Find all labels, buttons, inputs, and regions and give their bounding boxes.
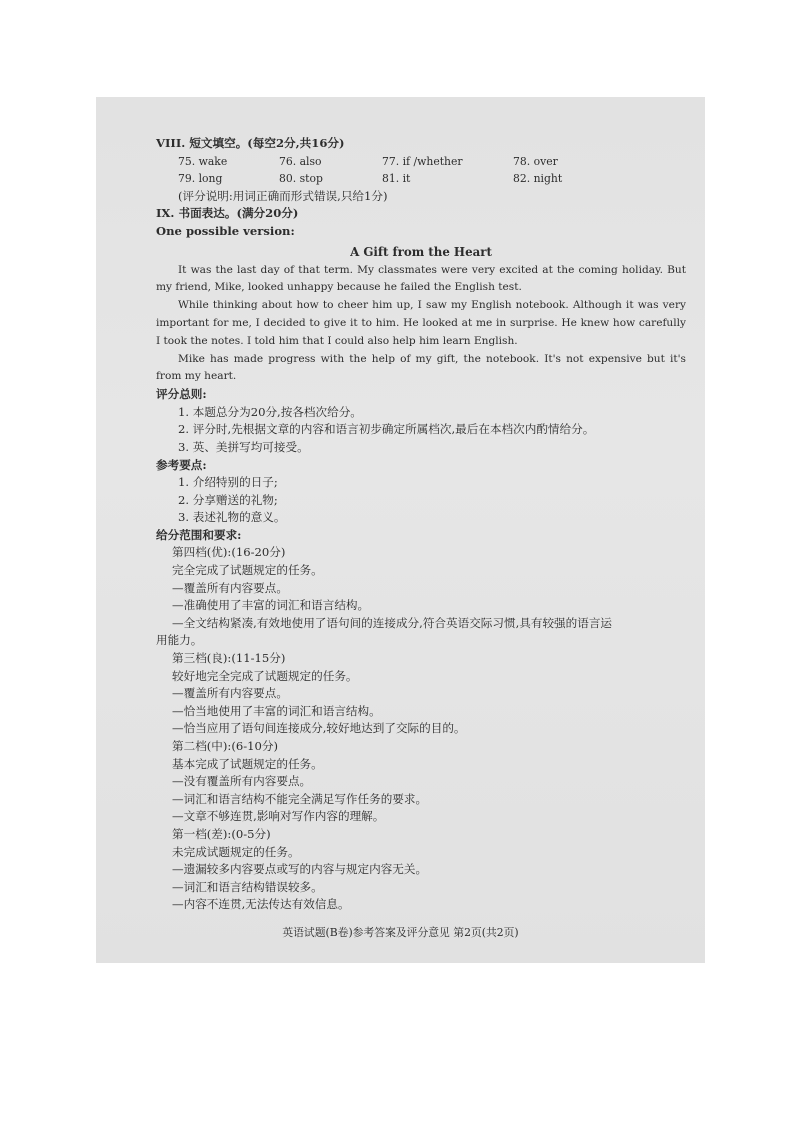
answer-75: 75. wake <box>178 154 228 168</box>
level-line: —恰当应用了语句间连接成分,较好地达到了交际的目的。 <box>172 721 466 736</box>
answer-81: 81. it <box>382 172 411 186</box>
score-range-heading: 给分范围和要求: <box>156 527 242 542</box>
level-line: —词汇和语言结构错误较多。 <box>172 879 323 894</box>
answer-row <box>156 170 686 188</box>
answer-key-content <box>156 135 686 914</box>
general-rules-heading: 评分总则: <box>156 387 207 402</box>
level-line: 基本完成了试题规定的任务。 <box>172 756 323 771</box>
answer-row <box>156 153 686 171</box>
essay-paragraph: It was the last day of that term. My classmates were very excited at the coming holiday. But my friend, Mike, looked unhappy because he failed the English test. <box>156 263 686 294</box>
level-line: —文章不够连贯,影响对写作内容的理解。 <box>172 809 385 824</box>
answer-76: 76. also <box>279 154 322 168</box>
level-line: —全文结构紧凑,有效地使用了语句间的连接成分,符合英语交际习惯,具有较强的语言运 <box>172 615 613 630</box>
answer-82: 82. night <box>513 172 563 186</box>
section-viii-heading: VIII. 短文填空。(每空2分,共16分) <box>156 136 345 150</box>
level-line: —恰当地使用了丰富的词汇和语言结构。 <box>172 703 381 718</box>
scoring-note: (评分说明:用词正确而形式错误,只给1分) <box>178 188 388 203</box>
general-rule: 2. 评分时,先根据文章的内容和语言初步确定所属档次,最后在本档次内酌情给分。 <box>178 422 595 437</box>
key-point: 2. 分享赠送的礼物; <box>178 492 278 507</box>
level-line: —覆盖所有内容要点。 <box>172 580 288 595</box>
key-points-heading: 参考要点: <box>156 457 207 472</box>
general-rule: 3. 英、美拼写均可接受。 <box>178 439 309 454</box>
level-line: 较好地完全完成了试题规定的任务。 <box>172 668 358 683</box>
level-2-title: 第二档(中):(6-10分) <box>172 739 279 754</box>
essay-paragraph: Mike has made progress with the help of my gift, the notebook. It's not expensive but it's from my heart. <box>156 352 686 383</box>
key-point: 1. 介绍特别的日子; <box>178 475 278 490</box>
answer-78: 78. over <box>513 154 558 168</box>
level-line: —准确使用了丰富的词汇和语言结构。 <box>172 598 370 613</box>
level-line: —遗漏较多内容要点或写的内容与规定内容无关。 <box>172 862 428 877</box>
version-label: One possible version: <box>156 223 295 238</box>
level-line: 用能力。 <box>156 633 203 648</box>
level-1-title: 第一档(差):(0-5分) <box>172 826 271 841</box>
level-line: 未完成试题规定的任务。 <box>172 844 300 859</box>
section-ix-heading: IX. 书面表达。(满分20分) <box>156 206 299 221</box>
level-3-title: 第三档(良):(11-15分) <box>172 651 286 666</box>
level-line: —词汇和语言结构不能完全满足写作任务的要求。 <box>172 791 428 806</box>
essay-paragraph: While thinking about how to cheer him up, I saw my English notebook. Although it was very important for me, I decided to give it to him. He looked at me in surprise. He knew how carefully I took the notes. I told him that I could also help him learn English. <box>156 299 686 347</box>
level-line: —覆盖所有内容要点。 <box>172 686 288 701</box>
level-4-title: 第四档(优):(16-20分) <box>172 545 286 560</box>
level-line: —没有覆盖所有内容要点。 <box>172 774 312 789</box>
general-rule: 1. 本题总分为20分,按各档次给分。 <box>178 404 362 419</box>
essay-title: A Gift from the Heart <box>350 244 492 259</box>
scanned-page-photo <box>96 97 705 963</box>
key-point: 3. 表述礼物的意义。 <box>178 510 286 525</box>
answer-79: 79. long <box>178 172 223 186</box>
answer-80: 80. stop <box>279 172 323 186</box>
level-line: 完全完成了试题规定的任务。 <box>172 563 323 578</box>
answer-77: 77. if /whether <box>382 154 463 168</box>
page-footer: 英语试题(B卷)参考答案及评分意见 第2页(共2页) <box>282 926 519 939</box>
level-line: —内容不连贯,无法传达有效信息。 <box>172 897 350 912</box>
